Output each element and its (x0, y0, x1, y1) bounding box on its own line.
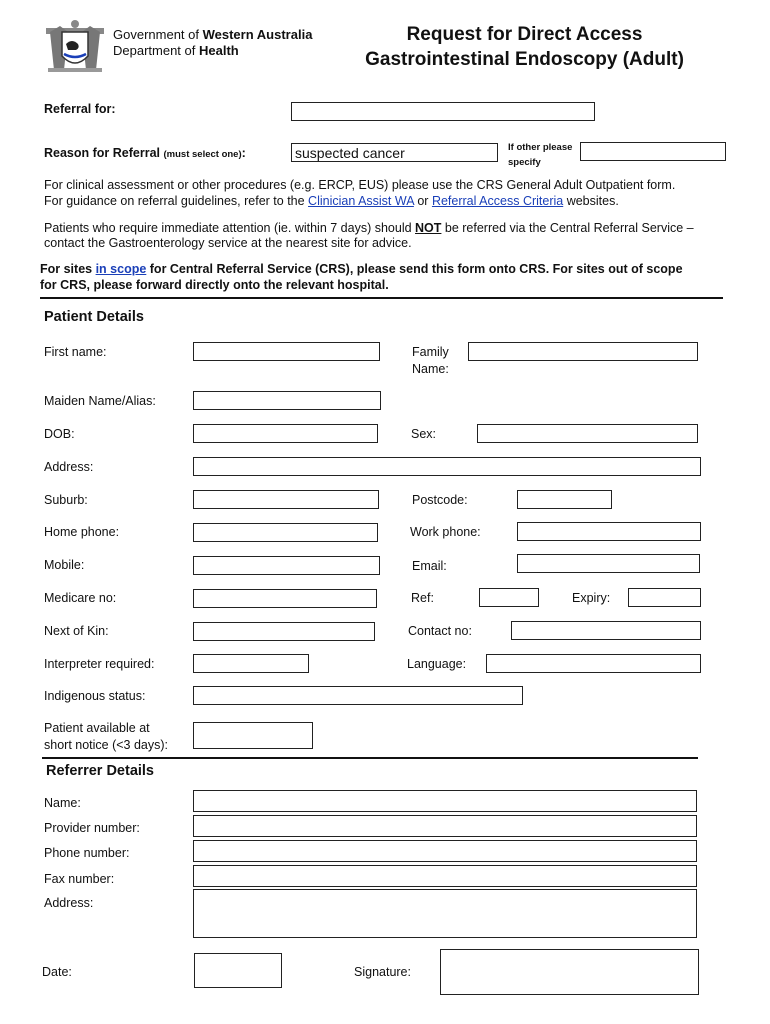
expiry-label: Expiry: (572, 591, 611, 605)
email-label: Email: (412, 559, 447, 573)
referrer-details-heading: Referrer Details (46, 763, 154, 779)
dob-input[interactable] (193, 424, 378, 443)
sex-input[interactable] (477, 424, 698, 443)
interpreter-input[interactable] (193, 654, 309, 673)
referrer-address-label: Address: (44, 896, 94, 910)
indigenous-label: Indigenous status: (44, 689, 146, 703)
address-label: Address: (44, 460, 94, 474)
section-divider (40, 297, 723, 299)
family-name-input[interactable] (468, 342, 698, 361)
available-input[interactable] (193, 722, 313, 749)
mobile-label: Mobile: (44, 558, 85, 572)
phone-number-input[interactable] (193, 840, 697, 862)
address-input[interactable] (193, 457, 701, 476)
provider-number-label: Provider number: (44, 821, 140, 835)
first-name-label: First name: (44, 345, 107, 359)
date-label: Date: (42, 965, 72, 979)
referrer-name-label: Name: (44, 796, 81, 810)
government-name: Government of Western Australia Department of Health (113, 27, 313, 58)
postcode-input[interactable] (517, 490, 612, 509)
info-line-2: For guidance on referral guidelines, refer to the Clinician Assist WA or Referral Access Criteria websites. (44, 194, 619, 208)
other-specify-input[interactable] (580, 142, 726, 161)
maiden-name-label: Maiden Name/Alias: (44, 394, 156, 408)
reason-label: Reason for Referral (must select one): (44, 146, 246, 160)
phone-number-label: Phone number: (44, 846, 130, 860)
reason-select[interactable]: suspected cancer (291, 143, 498, 162)
medicare-label: Medicare no: (44, 591, 117, 605)
wa-government-crest-logo (44, 18, 106, 74)
next-of-kin-label: Next of Kin: (44, 624, 109, 638)
next-of-kin-input[interactable] (193, 622, 375, 641)
referral-for-input[interactable] (291, 102, 595, 121)
ref-label: Ref: (411, 591, 434, 605)
expiry-input[interactable] (628, 588, 701, 607)
fax-number-input[interactable] (193, 865, 697, 887)
interpreter-label: Interpreter required: (44, 657, 155, 671)
referral-access-criteria-link[interactable]: Referral Access Criteria (431, 194, 564, 208)
referrer-address-input[interactable] (193, 889, 697, 938)
clinician-assist-link[interactable]: Clinician Assist WA (308, 194, 414, 208)
form-title: Request for Direct Access Gastrointestinal Endoscopy (Adult) (365, 24, 684, 70)
dob-label: DOB: (44, 427, 75, 441)
referral-for-label: Referral for: (44, 102, 116, 116)
signature-label: Signature: (354, 965, 411, 979)
info-line-5: For sites in scope for Central Referral Service (CRS), please send this form onto CRS. For sites out of scope (40, 262, 683, 276)
home-phone-label: Home phone: (44, 525, 120, 539)
in-scope-link[interactable]: in scope (95, 262, 147, 276)
other-specify-label: If other please specify (508, 142, 573, 168)
first-name-input[interactable] (193, 342, 380, 361)
sex-label: Sex: (411, 427, 437, 441)
fax-number-label: Fax number: (44, 872, 115, 886)
language-input[interactable] (486, 654, 701, 673)
contact-no-input[interactable] (511, 621, 701, 640)
available-label: Patient available at short notice (<3 days): (44, 721, 169, 752)
postcode-label: Postcode: (412, 493, 468, 507)
work-phone-input[interactable] (517, 522, 701, 541)
date-input[interactable] (194, 953, 282, 988)
email-input[interactable] (517, 554, 700, 573)
suburb-input[interactable] (193, 490, 379, 509)
medicare-input[interactable] (193, 589, 377, 608)
work-phone-label: Work phone: (410, 525, 481, 539)
family-name-label: Family Name: (412, 345, 449, 376)
contact-no-label: Contact no: (408, 624, 472, 638)
indigenous-input[interactable] (193, 686, 523, 705)
info-line-6: for CRS, please forward directly onto the relevant hospital. (40, 278, 389, 292)
referrer-name-input[interactable] (193, 790, 697, 812)
info-line-4: contact the Gastroenterology service at the nearest site for advice. (44, 236, 412, 250)
home-phone-input[interactable] (193, 523, 378, 542)
provider-number-input[interactable] (193, 815, 697, 837)
suburb-label: Suburb: (44, 493, 88, 507)
language-label: Language: (407, 657, 467, 671)
info-line-3: Patients who require immediate attention (ie. within 7 days) should NOT be referred via the Central Referral Service – (44, 221, 694, 235)
ref-input[interactable] (479, 588, 539, 607)
signature-input[interactable] (440, 949, 699, 995)
maiden-name-input[interactable] (193, 391, 381, 410)
section-divider-referrer (42, 757, 698, 759)
patient-details-heading: Patient Details (44, 309, 144, 325)
info-line-1: For clinical assessment or other procedures (e.g. ERCP, EUS) please use the CRS General Adult Outpatient form. (44, 178, 676, 192)
mobile-input[interactable] (193, 556, 380, 575)
